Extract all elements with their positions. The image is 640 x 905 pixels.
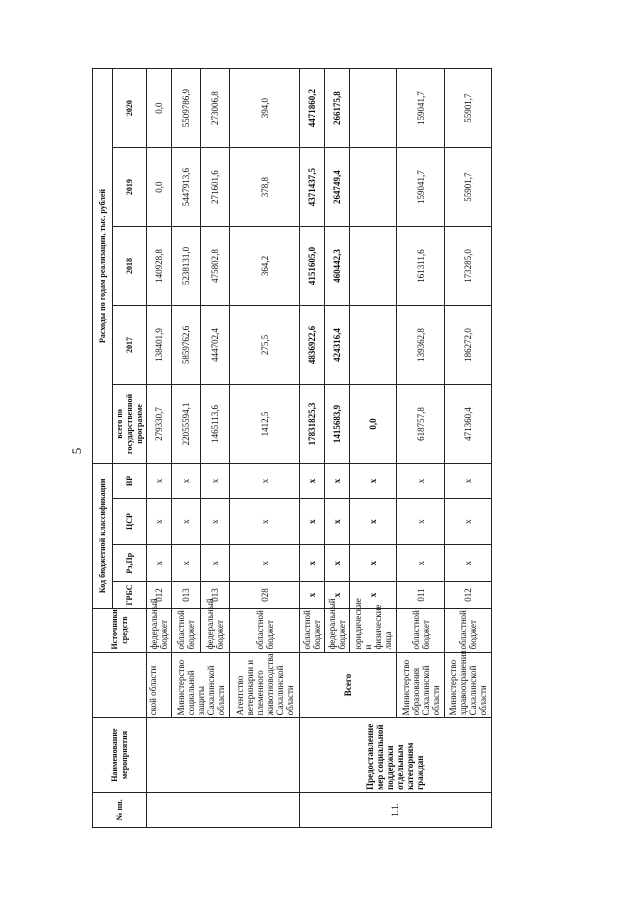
executor-cell: Министерство социальной защиты Сахалинской области [172,652,230,718]
value-2018: 460442,3 [324,227,349,306]
header-2020: 2020 [113,69,147,148]
source-cell: федеральный бюджет [324,608,349,652]
value-2017: 444702,4 [201,306,230,385]
table-row [299,69,324,828]
grbs-cell: 013 [172,582,201,608]
rzpr-cell: x [201,545,230,582]
item-name: Предоставление мер социальной поддержки отдельным категориям граждан [299,718,491,793]
total-cell: 1412,5 [230,384,299,463]
rzpr-cell: x [324,545,349,582]
value-2020: 273006,8 [201,69,230,148]
csr-cell: x [444,499,491,545]
value-2018: 173285,0 [444,227,491,306]
value-2018 [350,227,397,306]
expenses-table [92,68,492,828]
vr-cell: x [172,463,201,498]
value-2020: 5509786,9 [172,69,201,148]
value-2017: 138401,9 [147,306,172,385]
total-cell: 22055594,1 [172,384,201,463]
csr-cell: x [324,499,349,545]
header-2017: 2017 [113,306,147,385]
executor-cell: ской области [147,652,172,718]
header-name: Наименование мероприятия [93,718,147,793]
value-2017: 4836922,6 [299,306,324,385]
source-cell: областной бюджет [299,608,324,652]
source-cell: областной бюджет [397,608,444,652]
header-csr: ЦСР [113,499,147,545]
source-cell: федеральный бюджет [201,608,230,652]
source-cell: юридические и физические лица [350,608,397,652]
source-cell: областной бюджет [444,608,491,652]
table-row [397,69,444,828]
source-cell: областной бюджет [230,608,299,652]
header-source: Источники средств [93,608,147,652]
value-2019: 4371437,5 [299,148,324,227]
header-2018: 2018 [113,227,147,306]
executor-cell: Министерство здравоохранения Сахалинской области [444,652,491,718]
value-2019 [350,148,397,227]
rzpr-cell: x [299,545,324,582]
executor-total: Всего [299,652,397,718]
value-2019: 378,8 [230,148,299,227]
value-2018: 161311,6 [397,227,444,306]
value-2019: 264749,4 [324,148,349,227]
vr-cell: x [201,463,230,498]
grbs-cell: 011 [397,582,444,608]
value-2020: 4471860,2 [299,69,324,148]
value-2017: 139362,8 [397,306,444,385]
header-num: № пп. [93,792,147,827]
vr-cell: x [444,463,491,498]
value-2020: 394,0 [230,69,299,148]
value-2020: 159041,7 [397,69,444,148]
value-2018: 4151605,0 [299,227,324,306]
header-executor [93,652,147,718]
vr-cell: x [397,463,444,498]
value-2018: 364,2 [230,227,299,306]
header-budget-code: Код бюджетной классификации [93,463,113,608]
rotated-table-wrapper [92,68,492,828]
grbs-cell: x [299,582,324,608]
rzpr-cell: x [147,545,172,582]
vr-cell: x [230,463,299,498]
value-2018: 5238131,0 [172,227,201,306]
rzpr-cell: x [397,545,444,582]
csr-cell: x [172,499,201,545]
total-cell: 0,0 [350,384,397,463]
value-2019: 0,0 [147,148,172,227]
total-cell: 618757,8 [397,384,444,463]
num-cell-empty [147,792,300,827]
vr-cell: x [324,463,349,498]
csr-cell: x [350,499,397,545]
grbs-cell: x [350,582,397,608]
source-cell: федеральный бюджет [147,608,172,652]
value-2020: 55901,7 [444,69,491,148]
grbs-cell: 012 [444,582,491,608]
csr-cell: x [397,499,444,545]
value-2017: 186272,0 [444,306,491,385]
total-cell: 279330,7 [147,384,172,463]
table-row [172,69,201,828]
value-2020: 0,0 [147,69,172,148]
rzpr-cell: x [350,545,397,582]
name-cell-empty [147,718,300,793]
csr-cell: x [299,499,324,545]
vr-cell: x [299,463,324,498]
value-2020: 266175,8 [324,69,349,148]
executor-cell: Министерство образования Сахалинской области [397,652,444,718]
value-2018: 140928,8 [147,227,172,306]
value-2019: 5447913,6 [172,148,201,227]
grbs-cell: 028 [230,582,299,608]
table-row [147,69,172,828]
rzpr-cell: x [444,545,491,582]
value-2017: 5859762,6 [172,306,201,385]
vr-cell: x [350,463,397,498]
header-rzpr: Рз,Пр [113,545,147,582]
total-cell: 471360,4 [444,384,491,463]
rzpr-cell: x [230,545,299,582]
header-2019: 2019 [113,148,147,227]
item-number: 1.1. [299,792,491,827]
total-cell: 1465113,6 [201,384,230,463]
source-cell: областной бюджет [172,608,201,652]
executor-cell: Агентство ветеринарии и племенного животноводства Сахалинской области [230,652,299,718]
value-2017: 424316,4 [324,306,349,385]
value-2019: 55901,7 [444,148,491,227]
header-vr: ВР [113,463,147,498]
header-total: всего по государственной программе [113,384,147,463]
csr-cell: x [201,499,230,545]
grbs-cell: x [324,582,349,608]
csr-cell: x [147,499,172,545]
grbs-cell: 013 [201,582,230,608]
csr-cell: x [230,499,299,545]
value-2020 [350,69,397,148]
grbs-cell: 012 [147,582,172,608]
value-2019: 271601,6 [201,148,230,227]
vr-cell: x [147,463,172,498]
value-2017 [350,306,397,385]
total-cell: 17831825,3 [299,384,324,463]
value-2019: 159041,7 [397,148,444,227]
value-2018: 475802,8 [201,227,230,306]
page-number: 5 [69,447,84,455]
header-grbs: ГРБС [113,582,147,608]
header-expenses: Расходы по годам реализации, тыс. рублей [93,69,113,464]
total-cell: 1415683,9 [324,384,349,463]
value-2017: 275,5 [230,306,299,385]
table-row [230,69,299,828]
table-row [444,69,491,828]
rzpr-cell: x [172,545,201,582]
